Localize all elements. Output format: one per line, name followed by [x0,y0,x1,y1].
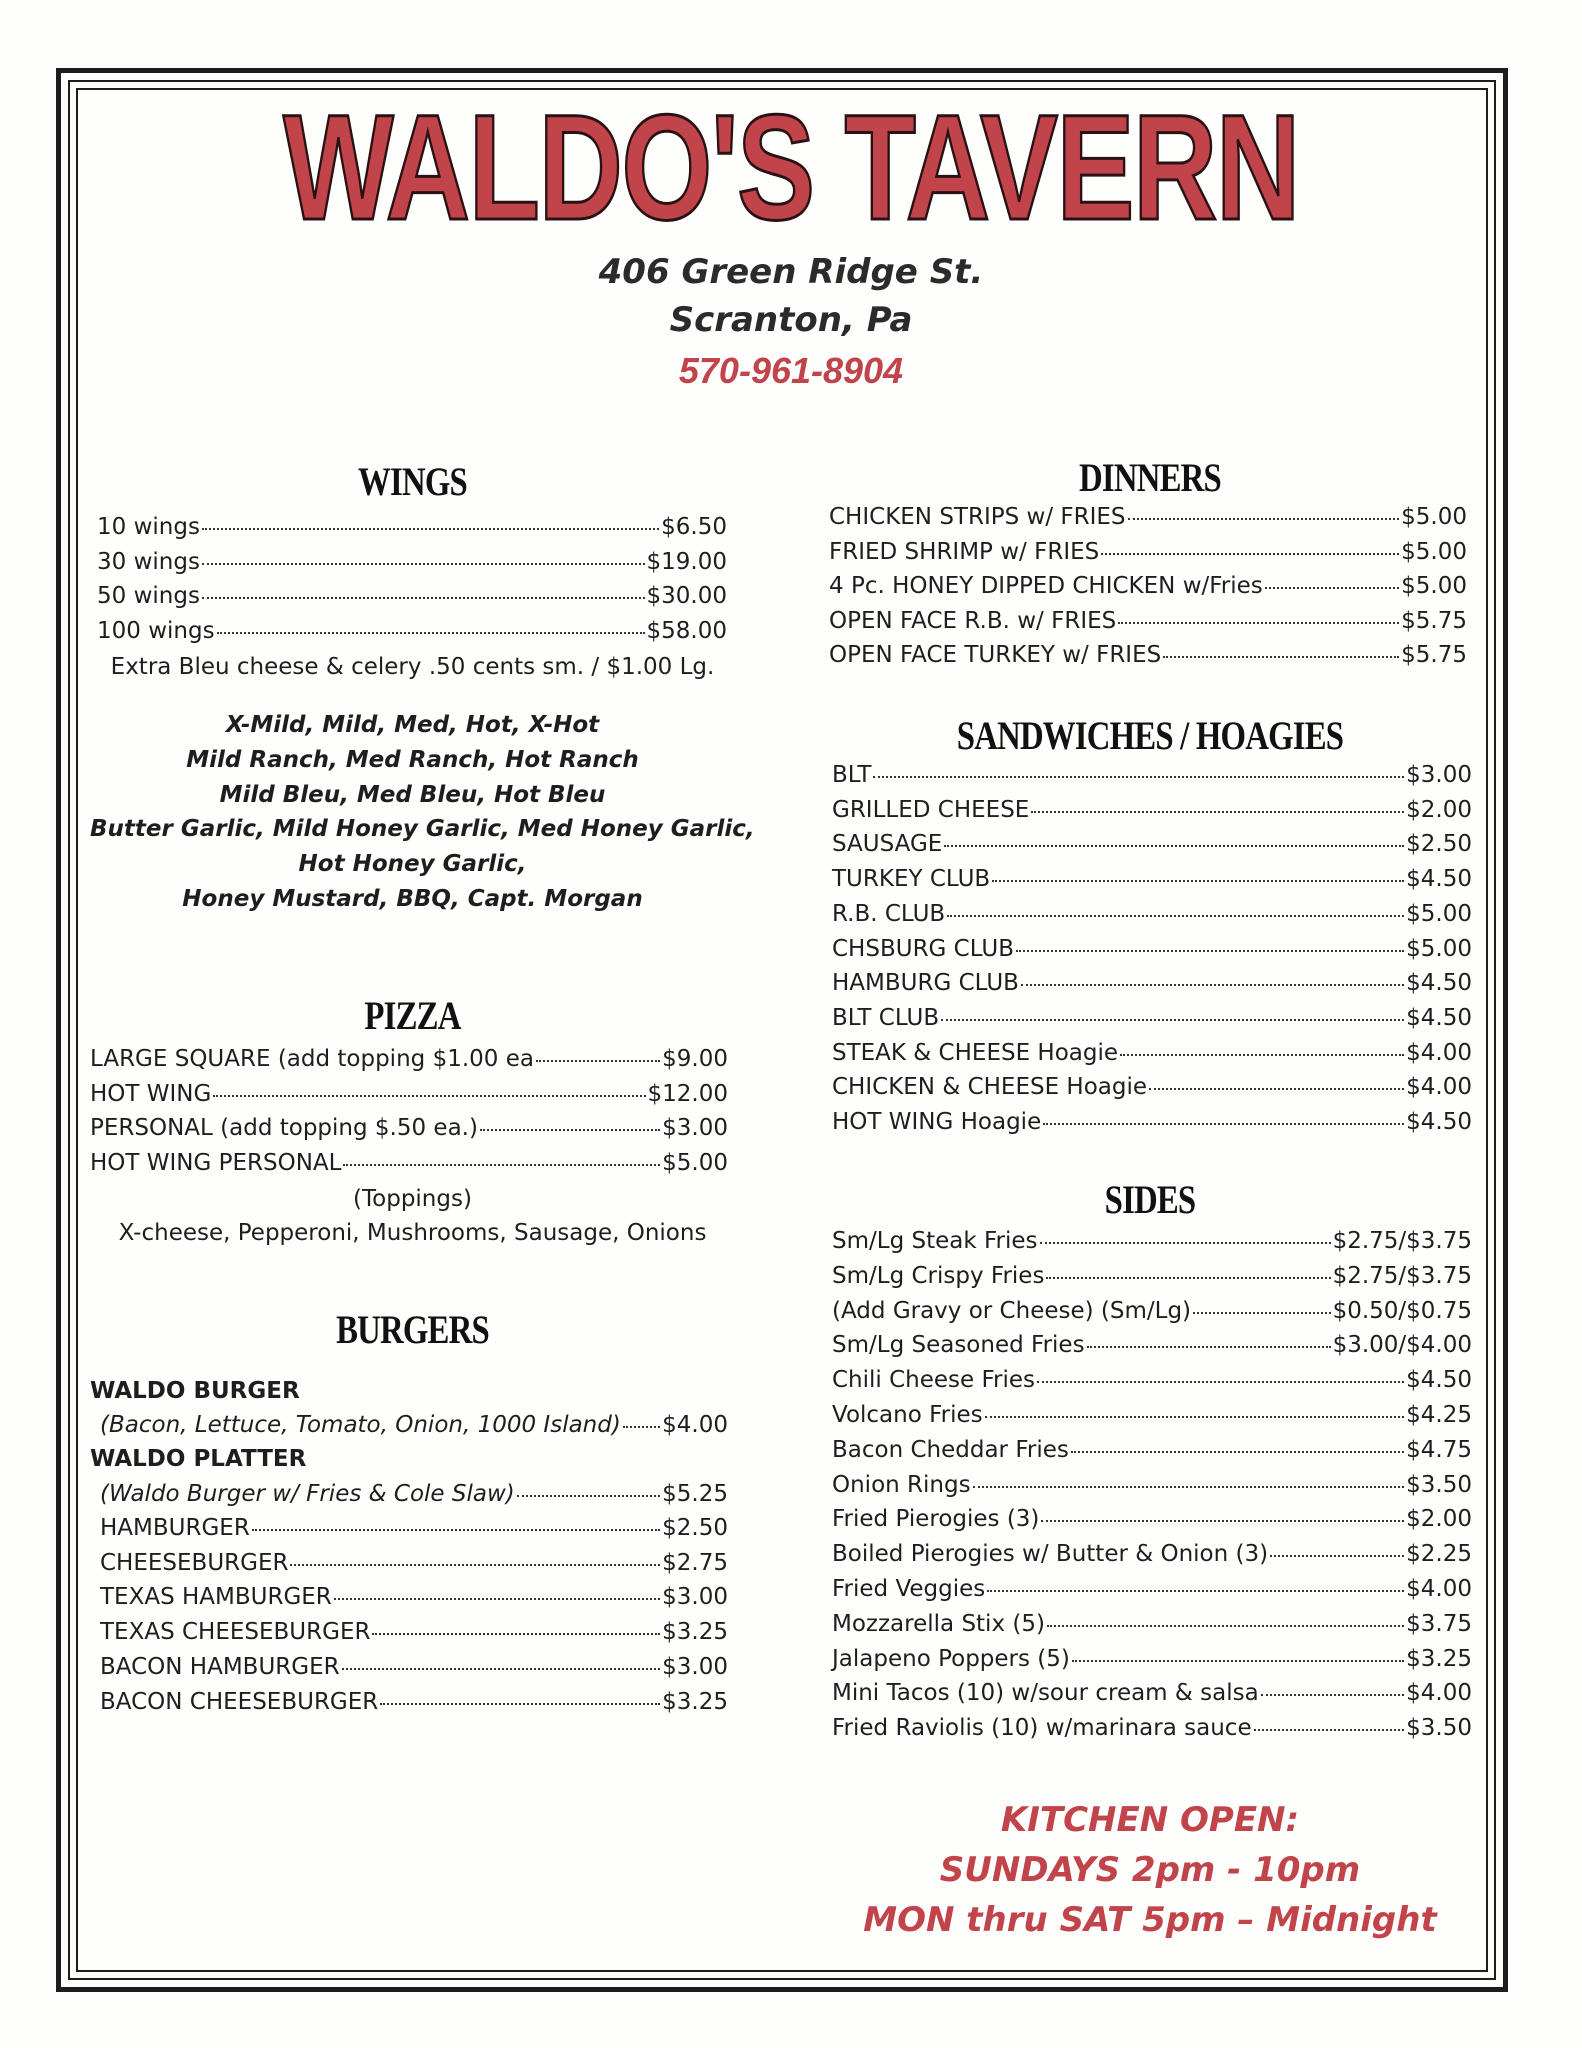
sandwich-item-label: BLT CLUB [832,1004,940,1031]
dot-leader [1072,1660,1404,1662]
dinner-item-label: CHICKEN STRIPS w/ FRIES [829,504,1126,530]
wings-row [97,585,727,608]
pizza-item-price: $12.00 [647,1080,728,1107]
dot-leader [517,1495,660,1497]
sandwich-item-label: BLT [832,762,872,788]
sandwich-item-label: TURKEY CLUB [832,866,991,893]
side-item-label: Bacon Cheddar Fries [832,1436,1069,1463]
side-item-label: Sm/Lg Seasoned Fries [832,1332,1085,1359]
dot-leader [1163,656,1399,658]
side-row [832,1682,1472,1705]
side-item-label: Sm/Lg Steak Fries [832,1228,1038,1254]
dot-leader [380,1703,660,1705]
sandwich-row [832,764,1472,787]
dinner-row [829,506,1467,529]
dot-leader [1265,587,1399,589]
sandwich-item-label: CHSBURG CLUB [832,935,1015,962]
pizza-item-label: HOT WING PERSONAL [90,1149,342,1176]
wings-item-price: $58.00 [646,617,727,644]
dinner-item-label: OPEN FACE R.B. w/ FRIES [829,607,1117,634]
side-item-price: $4.25 [1406,1402,1472,1428]
dot-leader [334,1598,660,1600]
dot-leader [1087,1346,1331,1348]
sandwich-row [832,868,1472,891]
wings-item-price: $30.00 [646,583,727,609]
side-item-label: Sm/Lg Crispy Fries [832,1262,1045,1289]
dinner-item-label: 4 Pc. HONEY DIPPED CHICKEN w/Fries [829,573,1263,599]
dot-leader [1040,1242,1331,1244]
dinner-row [829,575,1467,598]
wings-item-label: 100 wings [97,617,215,644]
sandwich-item-price: $4.50 [1406,1004,1472,1031]
sandwich-row [832,935,1472,962]
burger-item-price: $2.50 [662,1515,728,1541]
pizza-heading: PIZZA [364,993,461,1038]
burger-item-price: $3.00 [662,1584,728,1611]
dot-leader [947,915,1404,917]
kitchen-hours-sunday: SUNDAYS 2pm - 10pm [939,1850,1361,1890]
dot-leader [1016,950,1404,952]
wings-row [97,516,727,539]
pizza-row [90,1149,728,1176]
sandwich-item-price: $2.00 [1406,796,1472,823]
dinner-row [829,607,1467,634]
dot-leader [873,776,1404,778]
waldo-platter-price: $5.25 [662,1481,728,1507]
toppings-list: X-cheese, Pepperoni, Mushrooms, Sausage, Onions [118,1220,707,1246]
side-item-label: Onion Rings [832,1471,971,1498]
dot-leader [1128,518,1400,520]
dot-leader [1118,622,1399,624]
sandwich-item-price: $4.00 [1406,1074,1472,1101]
wings-item-label: 30 wings [97,548,200,575]
sandwiches-heading: SANDWICHES / HOAGIES [956,713,1344,758]
dot-leader [1254,1729,1405,1731]
side-item-label: Mozzarella Stix (5) [832,1610,1045,1637]
side-row [832,1543,1472,1566]
side-item-label: Volcano Fries [832,1402,983,1428]
dinner-row [829,644,1467,667]
side-row [832,1262,1472,1289]
dot-leader [944,845,1404,847]
side-item-price: $3.00/$4.00 [1332,1332,1472,1359]
dinner-item-price: $5.00 [1401,504,1467,530]
sandwich-item-price: $2.50 [1406,831,1472,858]
side-item-price: $4.75 [1406,1436,1472,1463]
pizza-item-price: $3.00 [662,1115,728,1141]
side-item-price: $2.00 [1406,1506,1472,1533]
side-item-price: $4.50 [1406,1367,1472,1394]
wings-item-label: 50 wings [97,583,200,609]
dot-leader [1149,1088,1404,1090]
wing-flavor-line: Butter Garlic, Mild Honey Garlic, Med Honey Garlic, [90,816,755,843]
sandwich-item-label: R.B. CLUB [832,900,946,927]
side-item-label: Fried Veggies [832,1576,986,1602]
sandwich-item-price: $4.50 [1406,970,1472,997]
wing-flavor-line: Honey Mustard, BBQ, Capt. Morgan [182,886,643,912]
dinner-item-label: FRIED SHRIMP w/ FRIES [829,538,1100,565]
side-item-label: Fried Pierogies (3) [832,1506,1040,1533]
dot-leader [1021,984,1404,986]
dot-leader [1046,1277,1330,1279]
sandwich-item-price: $5.00 [1406,935,1472,962]
pizza-item-label: LARGE SQUARE (add topping $1.00 ea [90,1046,534,1072]
side-item-price: $3.50 [1406,1715,1472,1742]
side-item-price: $3.25 [1406,1645,1472,1672]
kitchen-hours-weekdays: MON thru SAT 5pm – Midnight [863,1900,1437,1940]
side-item-price: $3.50 [1406,1471,1472,1498]
dot-leader [213,1095,645,1097]
sandwich-row [832,1076,1472,1099]
dot-leader [480,1129,660,1131]
burger-item-label: HAMBURGER [100,1515,250,1541]
dot-leader [1071,1451,1404,1453]
burger-item-price: $3.25 [662,1688,728,1715]
dot-leader [1037,1381,1404,1383]
restaurant-title: WALDO'S TAVERN [283,83,1299,251]
sandwich-item-price: $4.50 [1406,1109,1472,1135]
sandwich-item-price: $4.00 [1406,1039,1472,1066]
dinner-item-price: $5.00 [1401,573,1467,599]
dinner-item-label: OPEN FACE TURKEY w/ FRIES [829,642,1162,668]
waldo-burger-desc: (Bacon, Lettuce, Tomato, Onion, 1000 Island) [100,1412,621,1438]
side-item-label: Chili Cheese Fries [832,1367,1036,1394]
dinner-item-price: $5.00 [1401,538,1467,565]
pizza-item-label: PERSONAL (add topping $.50 ea.) [90,1115,478,1141]
side-row [832,1610,1472,1637]
address-line-2: Scranton, Pa [669,300,913,340]
sandwich-row [832,1111,1472,1134]
side-item-price: $4.00 [1406,1576,1472,1602]
sandwich-item-label: HOT WING Hoagie [832,1109,1042,1135]
dot-leader [342,1668,661,1670]
dot-leader [1261,1694,1404,1696]
side-item-price: $2.75/$3.75 [1332,1228,1472,1254]
side-row [832,1717,1472,1740]
sandwich-row [832,796,1472,823]
dot-leader [536,1060,660,1062]
side-row [832,1297,1472,1324]
burger-row [100,1688,728,1715]
sandwich-row [832,1004,1472,1031]
pizza-row [90,1080,728,1107]
sandwich-item-price: $5.00 [1406,900,1472,927]
waldo-burger-price: $4.00 [662,1412,728,1438]
waldo-platter-desc: (Waldo Burger w/ Fries & Cole Slaw) [100,1481,515,1507]
side-row [832,1471,1472,1498]
sandwich-row [832,900,1472,927]
side-item-label: Jalapeno Poppers (5) [832,1645,1070,1672]
dinner-row [829,538,1467,565]
dot-leader [992,880,1404,882]
sandwich-row [832,1039,1472,1066]
side-item-label: Boiled Pierogies w/ Butter & Onion (3) [832,1541,1269,1568]
dot-leader [1047,1625,1404,1627]
side-item-label: (Add Gravy or Cheese) (Sm/Lg) [832,1297,1192,1324]
toppings-heading: (Toppings) [353,1186,472,1212]
dot-leader [941,1019,1404,1021]
dot-leader [987,1590,1404,1592]
phone-number: 570-961-8904 [678,350,904,391]
dot-leader [1193,1312,1331,1314]
side-row [832,1334,1472,1357]
sandwich-item-label: GRILLED CHEESE [832,796,1030,823]
dot-leader [343,1164,660,1166]
side-row [832,1645,1472,1672]
burger-item-price: $2.75 [662,1549,728,1576]
side-row [832,1508,1472,1531]
wing-flavor-line: Mild Ranch, Med Ranch, Hot Ranch [186,746,639,773]
pizza-item-price: $5.00 [662,1149,728,1176]
sandwich-item-price: $3.00 [1406,762,1472,788]
burger-row [100,1586,728,1609]
dot-leader [217,632,645,634]
wings-item-label: 10 wings [97,514,200,540]
burger-item-price: $3.25 [662,1619,728,1646]
wings-extra-note: Extra Bleu cheese & celery .50 cents sm. / $1.00 Lg. [110,654,715,680]
dot-leader [1270,1555,1404,1557]
side-row [832,1230,1472,1253]
burger-item-label: BACON CHEESEBURGER [100,1688,379,1715]
kitchen-open-heading: KITCHEN OPEN: [1000,1800,1300,1840]
dot-leader [973,1486,1405,1488]
dot-leader [202,597,645,599]
pizza-item-price: $9.00 [662,1046,728,1072]
side-row [832,1369,1472,1392]
sandwich-item-label: HAMBURG CLUB [832,970,1019,997]
wing-flavor-line: Hot Honey Garlic, [298,851,527,878]
side-item-price: $3.75 [1406,1610,1472,1637]
dinner-item-price: $5.75 [1401,607,1467,634]
burger-row [100,1549,728,1576]
sandwich-item-price: $4.50 [1406,866,1472,893]
sandwich-item-label: CHICKEN & CHEESE Hoagie [832,1074,1148,1101]
waldo-burger-name: WALDO BURGER [90,1378,300,1404]
burgers-heading: BURGERS [336,1307,489,1352]
side-item-price: $2.75/$3.75 [1332,1262,1472,1289]
dot-leader [1120,1054,1404,1056]
wing-flavor-line: X-Mild, Mild, Med, Hot, X-Hot [225,712,600,738]
waldo-platter-name: WALDO PLATTER [90,1446,307,1472]
wings-heading: WINGS [358,459,467,504]
side-item-price: $4.00 [1406,1680,1472,1707]
wing-flavor-line: Mild Bleu, Med Bleu, Hot Bleu [219,781,606,808]
burger-item-label: TEXAS HAMBURGER [100,1584,332,1611]
burger-row [100,1517,728,1540]
dot-leader [623,1426,660,1428]
sandwich-row [832,972,1472,995]
burger-item-label: BACON HAMBURGER [100,1653,340,1680]
dot-leader [290,1564,660,1566]
dot-leader [372,1633,660,1635]
side-item-price: $2.25 [1406,1541,1472,1568]
pizza-row [90,1117,728,1140]
dot-leader [252,1529,660,1531]
burger-item-label: CHEESEBURGER [100,1549,289,1576]
waldo-platter-row [100,1483,728,1506]
wings-row [97,617,727,644]
dot-leader [985,1416,1404,1418]
waldo-burger-row [100,1414,728,1437]
side-item-label: Mini Tacos (10) w/sour cream & salsa [832,1680,1259,1707]
side-row [832,1404,1472,1427]
wings-item-price: $19.00 [646,548,727,575]
dot-leader [1031,811,1404,813]
sides-heading: SIDES [1104,1177,1196,1222]
side-item-price: $0.50/$0.75 [1332,1297,1472,1324]
pizza-item-label: HOT WING [90,1080,212,1107]
dot-leader [1101,553,1399,555]
burger-row [100,1621,728,1644]
dot-leader [202,528,659,530]
wings-item-price: $6.50 [661,514,727,540]
side-item-label: Fried Raviolis (10) w/marinara sauce [832,1715,1252,1742]
dot-leader [1041,1520,1404,1522]
dot-leader [1043,1123,1404,1125]
dot-leader [202,563,645,565]
burger-row [100,1653,728,1680]
burger-item-price: $3.00 [662,1653,728,1680]
dinners-heading: DINNERS [1079,455,1221,500]
wings-row [97,548,727,575]
dinner-item-price: $5.75 [1401,642,1467,668]
side-row [832,1436,1472,1463]
address-line-1: 406 Green Ridge St. [598,252,984,292]
sandwich-item-label: STEAK & CHEESE Hoagie [832,1039,1119,1066]
pizza-row [90,1048,728,1071]
side-row [832,1578,1472,1601]
sandwich-row [832,833,1472,856]
sandwich-item-label: SAUSAGE [832,831,943,858]
burger-item-label: TEXAS CHEESEBURGER [100,1619,371,1646]
